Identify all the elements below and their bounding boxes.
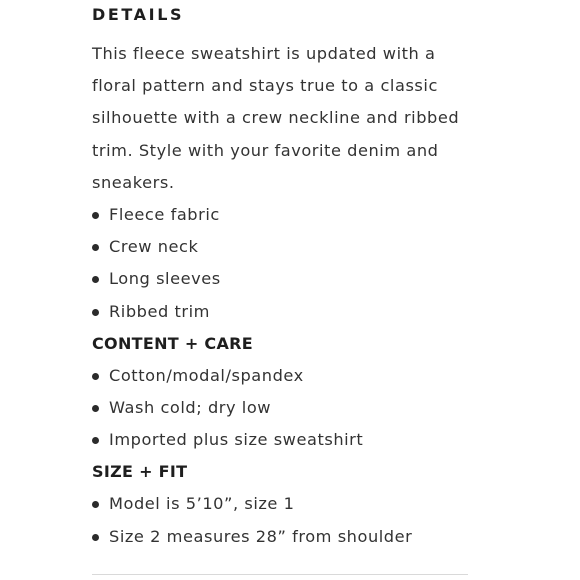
list-item: [92, 521, 472, 553]
fit-text: Model is 5’10”, size 1: [109, 494, 295, 514]
feature-list: [92, 199, 472, 328]
feature-text: Fleece fabric: [109, 205, 220, 225]
size-fit-list: [92, 488, 472, 552]
care-text: Wash cold; dry low: [109, 397, 272, 417]
content-care-heading: CONTENT + CARE: [92, 333, 254, 353]
feature-text: Long sleeves: [109, 269, 221, 289]
list-item: [92, 296, 472, 328]
bullet-icon: [92, 276, 99, 283]
list-item: [92, 263, 472, 295]
product-details-panel: [92, 0, 472, 553]
list-item: [92, 392, 472, 424]
bullet-icon: [92, 501, 99, 508]
bullet-icon: [92, 405, 99, 412]
bullet-icon: [92, 437, 99, 444]
care-text: Cotton/modal/spandex: [109, 365, 304, 385]
list-item: [92, 360, 472, 392]
bullet-icon: [92, 212, 99, 219]
care-text: Imported plus size sweatshirt: [109, 430, 364, 450]
feature-text: Ribbed trim: [109, 301, 210, 321]
section-divider: [92, 574, 468, 575]
list-item: [92, 488, 472, 520]
bullet-icon: [92, 309, 99, 316]
bullet-icon: [92, 373, 99, 380]
size-fit-heading: SIZE + FIT: [92, 462, 188, 482]
details-heading: DETAILS: [92, 5, 185, 24]
list-item: [92, 199, 472, 231]
fit-text: Size 2 measures 28” from shoulder: [109, 526, 413, 546]
list-item: [92, 424, 472, 456]
feature-text: Crew neck: [109, 237, 199, 257]
bullet-icon: [92, 534, 99, 541]
list-item: [92, 231, 472, 263]
product-description: This fleece sweatshirt is updated with a floral pattern and stays true to a classic silhouette with a crew neckline and ribbed trim. Style with your favorite denim and sneakers.: [92, 44, 460, 192]
content-care-list: [92, 360, 472, 457]
bullet-icon: [92, 244, 99, 251]
